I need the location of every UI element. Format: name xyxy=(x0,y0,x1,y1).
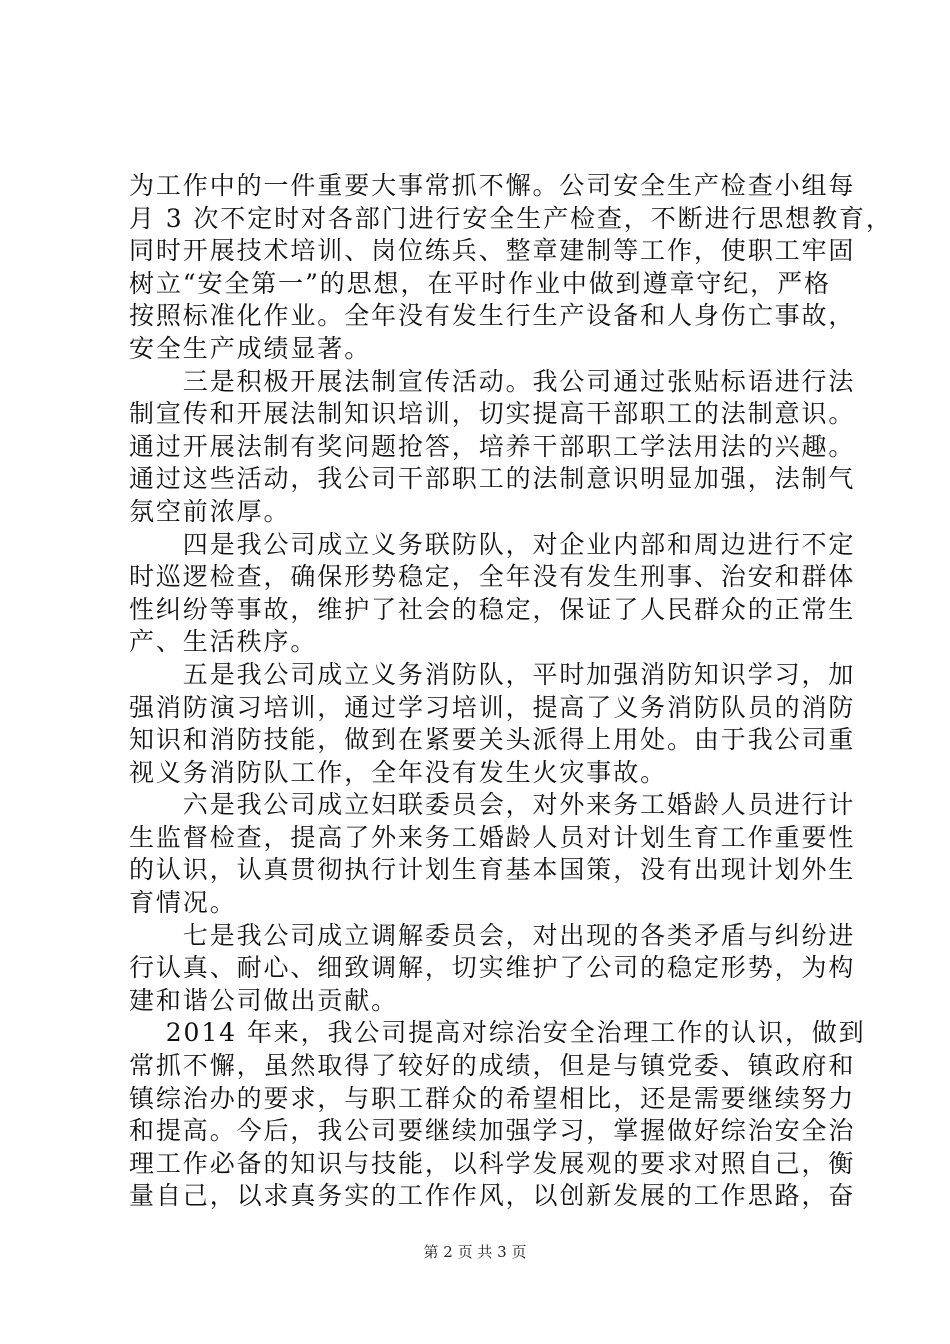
body-text xyxy=(129,170,893,1213)
text-line: 生监督检查，提高了外来务工婚龄人员对计划生育工作重要性 xyxy=(129,822,856,852)
text-line: 月 3 次不定时对各部门进行安全生产检查，不断进行思想教育， xyxy=(129,203,893,233)
text-line: 树立“安全第一”的思想，在平时作业中做到遵章守纪，严格 xyxy=(129,268,831,298)
text-line: 为工作中的一件重要大事常抓不懈。公司安全生产检查小组每 xyxy=(129,171,856,200)
text-line: 七是我公司成立调解委员会，对出现的各类矛盾与纠纷进 xyxy=(129,920,856,950)
page-number-footer: 第 2 页 共 3 页 xyxy=(423,1243,527,1261)
text-line: 建和谐公司做出贡献。 xyxy=(129,985,399,1015)
text-line: 通过这些活动，我公司干部职工的法制意识明显加强，法制气 xyxy=(129,464,856,494)
text-line: 三是积极开展法制宣传活动。我公司通过张贴标语进行法 xyxy=(129,366,856,396)
text-line: 按照标准化作业。全年没有发生行生产设备和人身伤亡事故， xyxy=(129,301,856,331)
text-line: 镇综治办的要求，与职工群众的希望相比，还是需要继续努力 xyxy=(129,1083,856,1113)
text-line: 通过开展法制有奖问题抢答，培养干部职工学法用法的兴趣。 xyxy=(129,431,856,461)
text-line: 四是我公司成立义务联防队，对企业内部和周边进行不定 xyxy=(129,529,856,559)
text-line: 知识和消防技能，做到在紧要关头派得上用处。由于我公司重 xyxy=(129,725,856,755)
text-line: 性纠纷等事故，维护了社会的稳定，保证了人民群众的正常生 xyxy=(129,594,856,624)
text-line: 五是我公司成立义务消防队，平时加强消防知识学习，加 xyxy=(129,659,856,689)
text-line: 时巡逻检查，确保形势稳定，全年没有发生刑事、治安和群体 xyxy=(129,562,856,592)
text-line: 氛空前浓厚。 xyxy=(129,496,291,526)
text-line: 理工作必备的知识与技能，以科学发展观的要求对照自己，衡 xyxy=(129,1148,856,1178)
text-line: 量自己，以求真务实的工作作风，以创新发展的工作思路，奋 xyxy=(129,1181,856,1211)
text-line: 产、生活秩序。 xyxy=(129,627,318,657)
text-line: 视义务消防队工作，全年没有发生火灾事故。 xyxy=(129,757,668,787)
text-line: 强消防演习培训，通过学习培训，提高了义务消防队员的消防 xyxy=(129,692,856,722)
text-line: 育情况。 xyxy=(129,888,237,918)
text-line: 2014 年来，我公司提高对综治安全治理工作的认识，做到 xyxy=(129,1018,866,1048)
text-line: 同时开展技术培训、岗位练兵、整章建制等工作，使职工牢固 xyxy=(129,236,856,266)
text-line: 常抓不懈，虽然取得了较好的成绩，但是与镇党委、镇政府和 xyxy=(129,1051,856,1081)
text-line: 的认识，认真贯彻执行计划生育基本国策，没有出现计划外生 xyxy=(129,855,856,885)
text-line: 安全生产成绩显著。 xyxy=(129,333,372,363)
text-line: 和提高。今后，我公司要继续加强学习，掌握做好综治安全治 xyxy=(129,1116,856,1146)
text-line: 行认真、耐心、细致调解，切实维护了公司的稳定形势，为构 xyxy=(129,953,856,983)
text-line: 六是我公司成立妇联委员会，对外来务工婚龄人员进行计 xyxy=(129,790,856,820)
text-line: 制宣传和开展法制知识培训，切实提高干部职工的法制意识。 xyxy=(129,399,856,429)
